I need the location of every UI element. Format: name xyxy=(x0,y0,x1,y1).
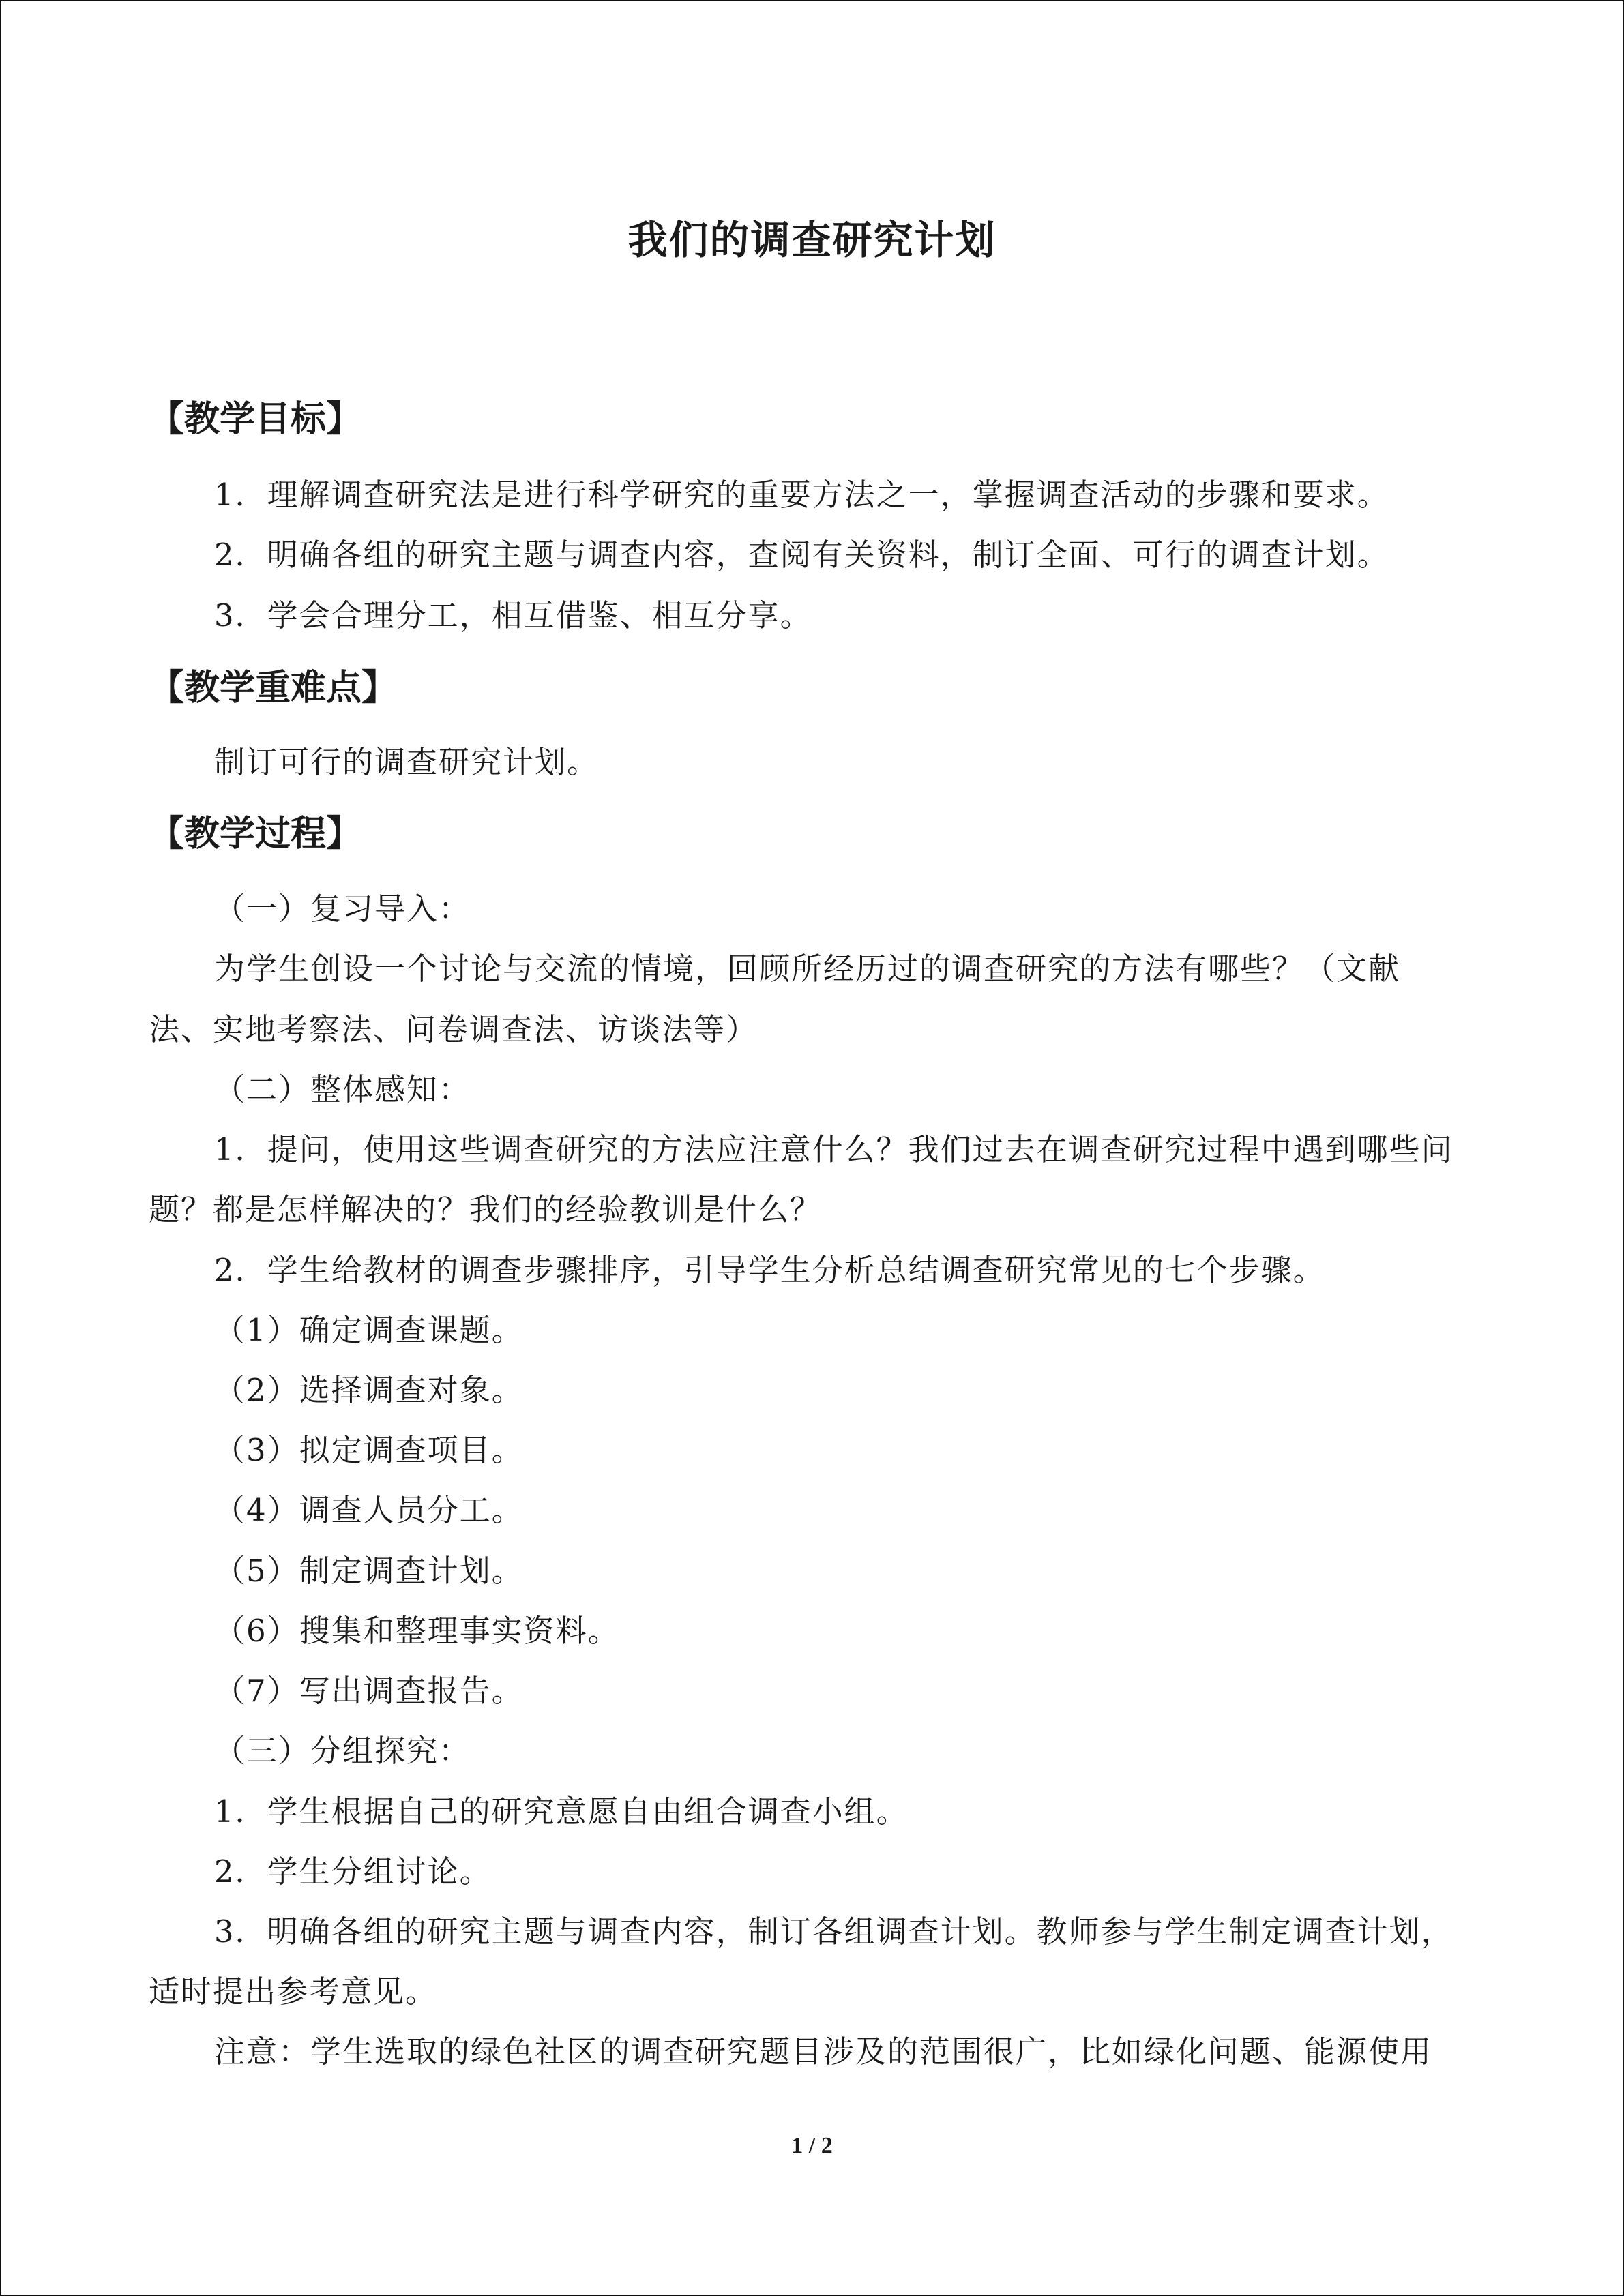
process-part3-item3-line1: 3．明确各组的研究主题与调查内容，制订各组调查计划。教师参与学生制定调查计划， xyxy=(214,1913,1453,1950)
section-heading-process: 【教学过程】 xyxy=(149,814,362,854)
process-part2-item2: 2．学生给教材的调查步骤排序，引导学生分析总结调查研究常见的七个步骤。 xyxy=(214,1252,1325,1288)
process-part1-text-line2: 法、实地考察法、问卷调查法、访谈法等） xyxy=(149,1011,758,1047)
step-item-6: （6）搜集和整理事实资料。 xyxy=(214,1613,620,1649)
keypoints-text: 制订可行的调查研究计划。 xyxy=(214,744,600,780)
process-part3-title: （三）分组探究： xyxy=(214,1733,471,1769)
goal-item-3: 3．学会合理分工，相互借鉴、相互分享。 xyxy=(214,597,812,633)
section-heading-keypoints: 【教学重难点】 xyxy=(149,668,398,709)
process-part3-item2: 2．学生分组讨论。 xyxy=(214,1853,492,1890)
step-item-4: （4）调查人员分工。 xyxy=(214,1492,524,1528)
step-item-2: （2）选择调查对象。 xyxy=(214,1372,524,1408)
process-part3-item3-line2: 适时提出参考意见。 xyxy=(149,1973,438,2010)
section-heading-goals: 【教学目标】 xyxy=(149,399,362,440)
step-item-5: （5）制定调查计划。 xyxy=(214,1553,524,1589)
note-text-line1: 注意：学生选取的绿色社区的调查研究题目涉及的范围很广，比如绿化问题、能源使用 xyxy=(214,2033,1433,2070)
step-item-3: （3）拟定调查项目。 xyxy=(214,1432,524,1468)
process-part2-title: （二）整体感知： xyxy=(214,1071,471,1107)
process-part2-item1-line1: 1．提问，使用这些调查研究的方法应注意什么？我们过去在调查研究过程中遇到哪些问 xyxy=(214,1131,1453,1167)
process-part2-item1-line2: 题？都是怎样解决的？我们的经验教训是什么？ xyxy=(149,1191,823,1227)
document-title: 我们的调查研究计划 xyxy=(628,217,996,263)
process-part3-item1: 1．学生根据自己的研究意愿自由组合调查小组。 xyxy=(214,1793,909,1830)
page-indicator: 1 / 2 xyxy=(791,2133,833,2158)
process-part1-title: （一）复习导入： xyxy=(214,891,471,927)
goal-item-1: 1．理解调查研究法是进行科学研究的重要方法之一，掌握调查活动的步骤和要求。 xyxy=(214,477,1389,513)
process-part1-text-line1: 为学生创设一个讨论与交流的情境，回顾所经历过的调查研究的方法有哪些？（文献 xyxy=(214,951,1401,987)
step-item-1: （1）确定调查课题。 xyxy=(214,1312,524,1348)
goal-item-2: 2．明确各组的研究主题与调查内容，查阅有关资料，制订全面、可行的调查计划。 xyxy=(214,537,1389,573)
step-item-7: （7）写出调查报告。 xyxy=(214,1673,524,1709)
